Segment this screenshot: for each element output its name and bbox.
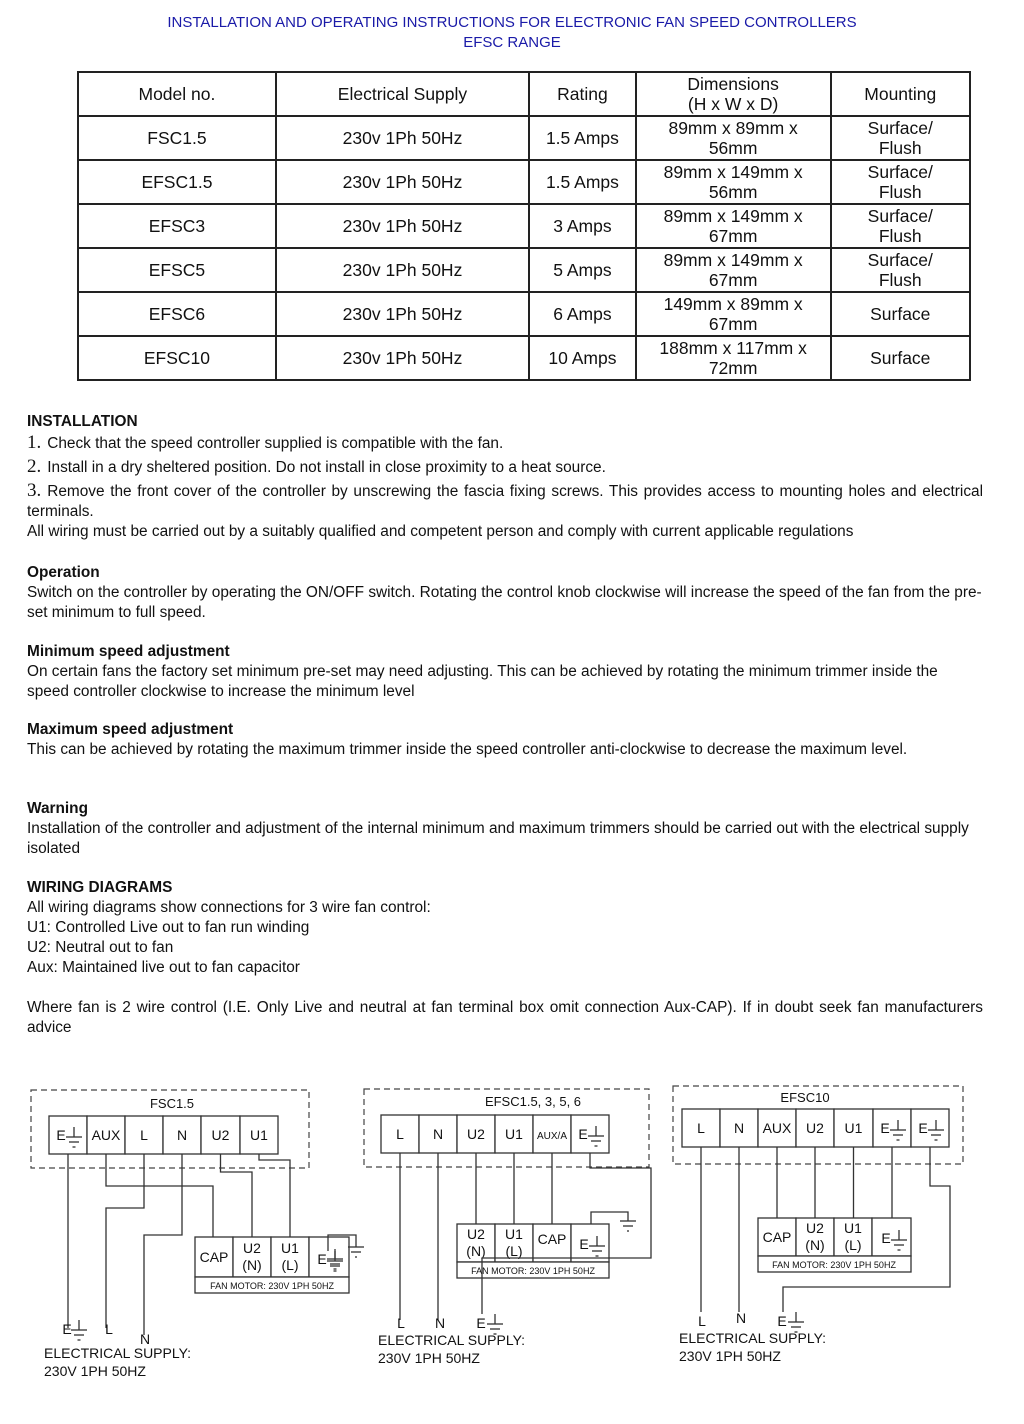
- supply-label: 230V 1PH 50HZ: [679, 1348, 781, 1364]
- cell-dimensions: [636, 336, 831, 380]
- document-subtitle: EFSC RANGE: [463, 34, 561, 51]
- cell-supply-text: 230v 1Ph 50Hz: [342, 128, 463, 148]
- cell-rating-text: 10 Amps: [548, 348, 617, 368]
- wire: [106, 1154, 213, 1237]
- cell-supply: [276, 116, 529, 160]
- cell-mounting: [831, 116, 970, 160]
- terminal-label: U1: [250, 1127, 268, 1143]
- installation-heading: INSTALLATION: [27, 413, 138, 430]
- cell-rating: [529, 204, 636, 248]
- cell-mounting-text: Flush: [878, 270, 922, 290]
- cell-dimensions: [636, 204, 831, 248]
- diagram-efsc10: [673, 1086, 963, 1364]
- cell-model-text: EFSC10: [143, 348, 210, 368]
- motor-terminal-label: (L): [505, 1243, 523, 1259]
- cell-mounting: [831, 248, 970, 292]
- supply-label: 230V 1PH 50HZ: [378, 1350, 480, 1366]
- motor-terminal-label: E: [579, 1236, 589, 1252]
- cell-dimensions-text: 67mm: [708, 270, 758, 290]
- table-header-row: [78, 72, 970, 116]
- cell-supply-text: 230v 1Ph 50Hz: [342, 216, 463, 236]
- supply-label: ELECTRICAL SUPPLY:: [679, 1330, 827, 1346]
- motor-terminal-label: E: [881, 1230, 891, 1246]
- cell-model-text: EFSC1.5: [141, 172, 213, 192]
- two-wire-note: Where fan is 2 wire control (I.E. Only Live and neutral at fan terminal box omit connection Aux-CAP). If in doubt seek fan manufacturers advice: [27, 999, 983, 1036]
- motor-terminal-label: U1: [844, 1220, 862, 1236]
- controller-terminal: [571, 1115, 609, 1153]
- min-speed-section: [27, 642, 983, 702]
- terminal-label: U2: [467, 1126, 485, 1142]
- motor-terminal-label: E: [317, 1251, 327, 1267]
- cell-mounting-text: Flush: [878, 226, 922, 246]
- wiring-section: [27, 878, 983, 1038]
- terminal-label: AUX: [91, 1127, 121, 1143]
- max-speed-section: [27, 720, 983, 760]
- cell-dimensions-text: 67mm: [708, 314, 758, 334]
- diagram-title: EFSC1.5, 3, 5, 6: [484, 1094, 582, 1109]
- terminal-label: U1: [844, 1120, 863, 1136]
- installation-section: [27, 412, 983, 542]
- supply-label: ELECTRICAL SUPPLY:: [44, 1345, 192, 1361]
- dimensions-header-line1: Dimensions: [687, 74, 779, 94]
- dimensions-header-line2: (H x W x D): [687, 94, 779, 114]
- cell-dimensions: [636, 248, 831, 292]
- cell-supply: [276, 336, 529, 380]
- cell-supply: [276, 248, 529, 292]
- diagram-title: FSC1.5: [149, 1096, 195, 1111]
- motor-terminal-label: U2: [467, 1226, 485, 1242]
- cell-supply: [276, 292, 529, 336]
- cell-dimensions: [636, 116, 831, 160]
- step-number: 2.: [27, 456, 42, 477]
- cell-rating-text: 6 Amps: [553, 304, 612, 324]
- supply-label: 230V 1PH 50HZ: [44, 1363, 146, 1379]
- motor-terminal-label: (N): [242, 1257, 262, 1273]
- cell-dimensions-text: 149mm x 89mm x: [663, 294, 803, 314]
- motor-terminal-label: (L): [844, 1237, 862, 1253]
- cell-rating: [529, 116, 636, 160]
- wiring-diagrams: [0, 1060, 1024, 1424]
- cell-supply: [276, 204, 529, 248]
- cell-dimensions-text: 56mm: [708, 182, 758, 202]
- terminal-label: E: [880, 1120, 890, 1136]
- table-row: [78, 160, 970, 204]
- wiring-line: U1: Controlled Live out to fan run winding: [27, 919, 310, 936]
- cell-dimensions-text: 72mm: [708, 358, 758, 378]
- supply-terminal-label: E: [62, 1321, 72, 1337]
- controller-terminal: [873, 1109, 911, 1147]
- warning-heading: Warning: [27, 800, 88, 817]
- cell-mounting: [831, 160, 970, 204]
- installation-note: All wiring must be carried out by a suitably qualified and competent person and comply with current applicable regulations: [27, 523, 854, 540]
- cell-model-text: EFSC6: [148, 304, 206, 324]
- motor-terminal-label: (N): [805, 1237, 825, 1253]
- cell-model-text: FSC1.5: [147, 128, 207, 148]
- cell-model: [78, 204, 276, 248]
- column-header-rating: Rating: [529, 72, 636, 116]
- step-text: Check that the speed controller supplied is compatible with the fan.: [47, 435, 504, 452]
- installation-step: [27, 481, 983, 522]
- table-row: [78, 292, 970, 336]
- table-row: [78, 116, 970, 160]
- cell-dimensions: [636, 292, 831, 336]
- supply-terminal-label: N: [139, 1331, 151, 1347]
- controller-terminal: [49, 1116, 87, 1154]
- wiring-line: All wiring diagrams show connections for 3 wire fan control:: [27, 899, 431, 916]
- installation-step: [27, 457, 983, 478]
- motor-label: FAN MOTOR: 230V 1PH 50HZ: [471, 1266, 595, 1276]
- cell-dimensions-text: 89mm x 149mm x: [663, 206, 803, 226]
- cell-mounting: [831, 204, 970, 248]
- terminal-label: N: [176, 1127, 188, 1143]
- cell-rating-text: 1.5 Amps: [545, 172, 619, 192]
- terminal-label: E: [578, 1126, 588, 1142]
- operation-heading: Operation: [27, 564, 100, 581]
- cell-model-text: EFSC5: [148, 260, 206, 280]
- diagram-efsc1-5-6: [364, 1089, 651, 1366]
- motor-terminal-label: U2: [806, 1220, 824, 1236]
- table-row: [78, 336, 970, 380]
- warning-section: [27, 799, 983, 859]
- supply-terminal-label: E: [777, 1313, 787, 1329]
- step-number: 1.: [27, 432, 42, 453]
- motor-terminal-label: CAP: [537, 1231, 567, 1247]
- terminal-label: AUX/A: [536, 1131, 568, 1142]
- step-number: 3.: [27, 480, 42, 501]
- controller-terminal: [911, 1109, 949, 1147]
- column-header-supply: Electrical Supply: [276, 72, 529, 116]
- cell-supply-text: 230v 1Ph 50Hz: [342, 260, 463, 280]
- cell-mounting: [831, 336, 970, 380]
- wiring-heading: WIRING DIAGRAMS: [27, 879, 173, 896]
- cell-mounting: [831, 292, 970, 336]
- wire: [106, 1154, 144, 1328]
- cell-mounting-text: Surface: [870, 348, 931, 368]
- motor-terminal-label: CAP: [762, 1229, 792, 1245]
- wire: [221, 1154, 253, 1237]
- cell-rating-text: 5 Amps: [553, 260, 612, 280]
- cell-model: [78, 116, 276, 160]
- motor-terminal-label: (L): [281, 1257, 299, 1273]
- cell-supply-text: 230v 1Ph 50Hz: [342, 348, 463, 368]
- motor-terminal-label: CAP: [199, 1249, 229, 1265]
- cell-dimensions-text: 56mm: [708, 138, 758, 158]
- cell-rating-text: 3 Amps: [553, 216, 612, 236]
- max-speed-heading: Maximum speed adjustment: [27, 721, 234, 738]
- cell-mounting-text: Surface/: [867, 206, 933, 226]
- supply-terminal-label: L: [698, 1313, 706, 1329]
- min-speed-text: On certain fans the factory set minimum pre-set may need adjusting. This can be achieved by rotating the minimum trimmer inside the speed controller clockwise to increase the minimum level: [27, 663, 938, 700]
- cell-rating: [529, 160, 636, 204]
- supply-terminal-label: L: [397, 1315, 405, 1331]
- cell-supply-text: 230v 1Ph 50Hz: [342, 304, 463, 324]
- cell-mounting-text: Flush: [878, 182, 922, 202]
- cell-dimensions-text: 188mm x 117mm x: [659, 338, 807, 358]
- column-header-dimensions: [636, 72, 831, 116]
- cell-mounting-text: Flush: [878, 138, 922, 158]
- cell-mounting-text: Surface: [870, 304, 931, 324]
- supply-terminal-label: L: [105, 1321, 113, 1337]
- cell-model: [78, 292, 276, 336]
- column-header-mounting: Mounting: [831, 72, 970, 116]
- terminal-label: U1: [505, 1126, 523, 1142]
- document-title: INSTALLATION AND OPERATING INSTRUCTIONS FOR ELECTRONIC FAN SPEED CONTROLLERS: [167, 14, 857, 31]
- motor-terminal-label: U1: [281, 1240, 299, 1256]
- terminal-label: U2: [806, 1120, 824, 1136]
- cell-mounting-text: Surface/: [867, 118, 933, 138]
- wire: [144, 1154, 182, 1335]
- cell-rating: [529, 336, 636, 380]
- supply-label: ELECTRICAL SUPPLY:: [378, 1332, 526, 1348]
- diagram-title: EFSC10: [780, 1090, 830, 1105]
- wire: [259, 1154, 290, 1237]
- terminal-label: U2: [211, 1127, 230, 1143]
- installation-step: [27, 433, 983, 454]
- cell-model-text: EFSC3: [148, 216, 206, 236]
- terminal-label: L: [697, 1120, 705, 1136]
- table-row: [78, 248, 970, 292]
- terminal-label: AUX: [762, 1120, 792, 1136]
- supply-terminal-label: N: [735, 1310, 747, 1326]
- motor-terminal-label: U2: [243, 1240, 261, 1256]
- step-text: Remove the front cover of the controller by unscrewing the fascia fixing screws. This provides access to mounting holes and electrical terminals.: [27, 483, 983, 520]
- cell-dimensions: [636, 160, 831, 204]
- cell-mounting-text: Surface/: [867, 250, 933, 270]
- supply-terminal-label: E: [476, 1315, 486, 1331]
- diagram-fsc1-5: [31, 1090, 364, 1379]
- warning-text: Installation of the controller and adjustment of the internal minimum and maximum trimmers should be carried out with the electrical supply isolated: [27, 820, 969, 857]
- motor-terminal: [571, 1224, 609, 1262]
- min-speed-heading: Minimum speed adjustment: [27, 643, 230, 660]
- cell-rating: [529, 248, 636, 292]
- wire: [591, 1212, 628, 1224]
- terminal-label: N: [733, 1120, 745, 1136]
- max-speed-text: This can be achieved by rotating the maximum trimmer inside the speed controller anti-clockwise to decrease the maximum level.: [27, 741, 908, 758]
- terminal-label: L: [140, 1127, 148, 1143]
- cell-dimensions-text: 89mm x 89mm x: [668, 118, 798, 138]
- operation-text: Switch on the controller by operating the ON/OFF switch. Rotating the control knob clockwise will increase the speed of the fan from the pre-set minimum to full speed.: [27, 584, 982, 621]
- table-row: [78, 204, 970, 248]
- cell-dimensions-text: 89mm x 149mm x: [663, 162, 803, 182]
- wiring-line: U2: Neutral out to fan: [27, 939, 174, 956]
- cell-rating-text: 1.5 Amps: [545, 128, 619, 148]
- cell-mounting-text: Surface/: [867, 162, 933, 182]
- motor-terminal: [872, 1218, 911, 1256]
- specification-table: [77, 71, 971, 381]
- motor-terminal: [309, 1237, 349, 1277]
- terminal-label: N: [432, 1126, 444, 1142]
- motor-terminal-label: U1: [505, 1226, 523, 1242]
- cell-dimensions-text: 67mm: [708, 226, 758, 246]
- step-text: Install in a dry sheltered position. Do not install in close proximity to a heat source.: [47, 459, 606, 476]
- cell-model: [78, 336, 276, 380]
- motor-label: FAN MOTOR: 230V 1PH 50HZ: [772, 1260, 896, 1270]
- cell-supply: [276, 160, 529, 204]
- cell-rating: [529, 292, 636, 336]
- cell-supply-text: 230v 1Ph 50Hz: [342, 172, 463, 192]
- column-header-model: Model no.: [78, 72, 276, 116]
- terminal-label: E: [918, 1120, 928, 1136]
- terminal-label: E: [56, 1127, 66, 1143]
- cell-model: [78, 160, 276, 204]
- operation-section: [27, 563, 983, 623]
- supply-terminal-label: N: [434, 1315, 446, 1331]
- motor-terminal-label: (N): [466, 1243, 486, 1259]
- terminal-label: L: [396, 1126, 404, 1142]
- wiring-line: Aux: Maintained live out to fan capacitor: [27, 959, 300, 976]
- motor-label: FAN MOTOR: 230V 1PH 50HZ: [210, 1281, 334, 1291]
- cell-model: [78, 248, 276, 292]
- cell-dimensions-text: 89mm x 149mm x: [663, 250, 803, 270]
